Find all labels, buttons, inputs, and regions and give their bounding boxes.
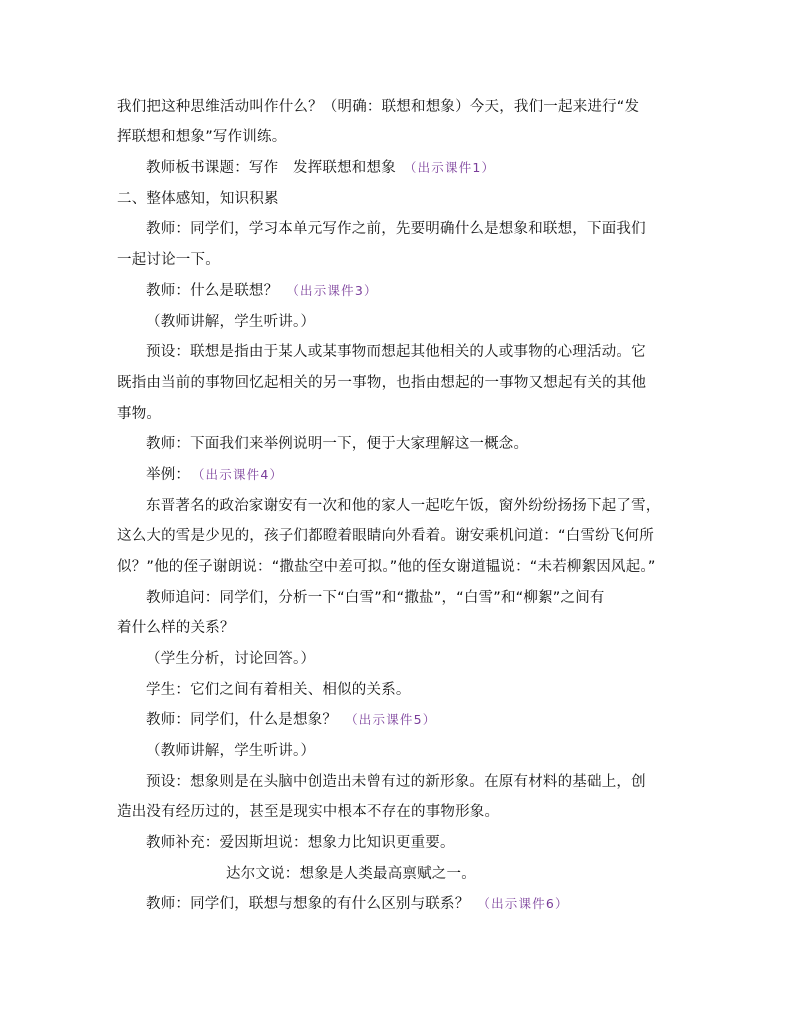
paragraph-line <box>146 312 315 332</box>
paragraph-line <box>146 710 436 730</box>
line-text: 预设：联想是指由于某人或某事物而想起其他相关的人或事物的心理活动。它 <box>146 344 646 360</box>
line-text: 教师：下面我们来举例说明一下，便于大家理解这一概念。 <box>146 436 529 452</box>
line-text: 学生：它们之间有着相关、相似的关系。 <box>146 682 411 698</box>
courseware-ref: （出示课件6） <box>477 896 569 911</box>
courseware-ref: （出示课件3） <box>286 283 378 298</box>
line-text: （教师讲解，学生听讲。） <box>146 314 316 330</box>
line-text: （教师讲解，学生听讲。） <box>146 743 316 759</box>
paragraph-line <box>117 802 499 822</box>
paragraph-line <box>146 680 411 700</box>
paragraph-line <box>146 496 661 516</box>
line-text: 教师：同学们，联想与想象的有什么区别与联系？ <box>146 896 470 912</box>
paragraph-line <box>146 588 605 608</box>
paragraph-line <box>146 158 495 178</box>
line-text: 教师追问：同学们，分析一下“白雪”和“撒盐”，“白雪”和“柳絮”之间有 <box>146 590 605 606</box>
paragraph-line <box>117 97 639 117</box>
line-text: 挥联想和想象”写作训练。 <box>117 129 287 145</box>
line-text: 造出没有经历过的，甚至是现实中根本不存在的事物形象。 <box>117 804 500 820</box>
paragraph-line <box>226 864 476 884</box>
courseware-ref: （出示课件5） <box>345 712 437 727</box>
paragraph-line <box>117 557 656 577</box>
line-text: 教师：同学们，什么是想象？ <box>146 712 338 728</box>
line-text: 一起讨论一下。 <box>117 252 220 268</box>
line-text: 事物。 <box>117 406 162 422</box>
line-text: 教师：同学们，学习本单元写作之前，先要明确什么是想象和联想，下面我们 <box>146 221 646 237</box>
paragraph-line <box>117 618 235 638</box>
paragraph-line <box>117 373 646 393</box>
paragraph-line <box>146 772 646 792</box>
line-text: 教师板书课题：写作 发挥联想和想象 <box>146 160 396 176</box>
paragraph-line <box>117 250 220 270</box>
line-text: 这么大的雪是少见的，孩子们都瞪着眼睛向外看着。谢安乘机问道：“白雪纷飞何所 <box>117 528 654 544</box>
paragraph-line <box>146 894 569 914</box>
paragraph-line <box>146 741 315 761</box>
line-text: （学生分析，讨论回答。） <box>146 651 316 667</box>
line-text: 教师补充：爱因斯坦说：想象力比知识更重要。 <box>146 835 455 851</box>
section-heading <box>117 189 279 209</box>
courseware-ref: （出示课件4） <box>198 467 284 482</box>
paragraph-line <box>146 465 283 485</box>
paragraph-line <box>146 434 528 454</box>
courseware-ref: （出示课件1） <box>403 160 496 175</box>
paragraph-line <box>117 404 161 424</box>
paragraph-line <box>146 342 646 362</box>
paragraph-line <box>117 526 654 546</box>
line-text: 我们把这种思维活动叫作什么？（明确：联想和想象）今天，我们一起来进行“发 <box>117 99 640 115</box>
line-text: 东晋著名的政治家谢安有一次和他的家人一起吃午饭，窗外纷纷扬扬下起了雪， <box>146 498 661 514</box>
line-text: 达尔文说：想象是人类最高禀赋之一。 <box>226 866 476 882</box>
paragraph-line <box>146 833 455 853</box>
line-text: 着什么样的关系？ <box>117 620 235 636</box>
paragraph-line <box>146 281 378 301</box>
line-text: 预设：想象则是在头脑中创造出未曾有过的新形象。在原有材料的基础上，创 <box>146 774 646 790</box>
line-text: 举例： <box>146 467 191 483</box>
paragraph-line <box>117 127 286 147</box>
line-text: 二、整体感知，知识积累 <box>117 191 279 207</box>
line-text: 教师：什么是联想？ <box>146 283 279 299</box>
paragraph-line <box>146 649 315 669</box>
line-text: 既指由当前的事物回忆起相关的另一事物，也指由想起的一事物又想起有关的其他 <box>117 375 647 391</box>
paragraph-line <box>146 219 646 239</box>
line-text: 似？”他的侄子谢朗说：“撒盐空中差可拟。”他的侄女谢道韫说：“未若柳絮因风起。” <box>117 559 656 575</box>
